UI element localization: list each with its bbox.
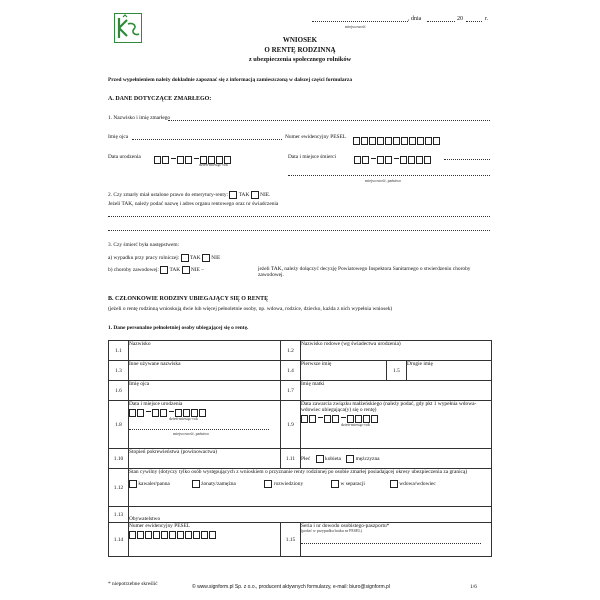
disease-yes-checkbox[interactable] (160, 266, 168, 274)
divorced-checkbox[interactable] (264, 480, 272, 488)
pension-if-yes-text: Jeżeli TAK, należy podać nazwę i adres organu rentowego oraz nr świadczenia (108, 201, 279, 207)
divorced-label: rozwiedziony (273, 481, 304, 488)
widowed-checkbox[interactable] (390, 480, 398, 488)
citizenship-cell[interactable] (129, 507, 492, 523)
row-number: 1.1 (109, 341, 129, 361)
birth-date-place-label: Data i miejsce urodzenia (129, 401, 183, 407)
sex-cell (301, 449, 492, 469)
id-document-note: (podać w przypadku braku nr PESEL) (301, 528, 363, 533)
death-cause-question: 3. Czy śmierć była następstwem: (108, 242, 180, 248)
accident-yes-label: TAK (189, 255, 201, 262)
sex-label: Płeć (301, 455, 311, 462)
row-number: 1.4 (281, 361, 301, 381)
married-checkbox[interactable] (192, 480, 200, 488)
row-number: 1.7 (281, 381, 301, 401)
kinship-label: Stopień pokrewieństwa (powinowactwa) (129, 449, 218, 455)
instruction-text: Przed wypełnieniem należy dokładnie zapoznać się z informacją zamieszczoną w dalszej części formularza (108, 77, 353, 83)
disease-note: jeżeli TAK, należy dołączyć decyzję Powiatowego Inspektora Sanitarnego o stwierdzeniu choroby zawodowej. (258, 266, 471, 278)
disease-no-checkbox[interactable] (182, 266, 190, 274)
date-field[interactable] (427, 21, 455, 22)
other-names-cell[interactable] (129, 361, 281, 381)
accident-yes-checkbox[interactable] (181, 254, 189, 262)
id-document-line[interactable] (301, 543, 481, 544)
disease-label: b) choroby zawodowej: (108, 267, 159, 274)
pension-right-question (108, 191, 270, 199)
place-field[interactable] (312, 21, 408, 22)
pension-yes-checkbox[interactable] (229, 191, 237, 199)
form-title-line1: WNIOSEK (282, 36, 318, 44)
personal-data-heading: 1. Dane personalne pełnoletniej osoby ubiegającej się o rentę. (108, 325, 249, 331)
father-name-cell[interactable] (129, 381, 281, 401)
applicant-pesel-cell (129, 523, 281, 557)
year-suffix: r. (485, 16, 489, 22)
occupational-disease-row (108, 266, 204, 274)
applicant-birth-date-boxes[interactable] (129, 409, 280, 417)
birth-place-line[interactable] (129, 429, 269, 430)
pension-no-checkbox[interactable] (251, 191, 259, 199)
kinship-cell[interactable] (129, 449, 281, 469)
pension-right-label: 2. Czy zmarły miał ustalone prawo do emerytury-renty: (108, 192, 229, 199)
date-label: , dnia (408, 16, 422, 22)
surname-cell[interactable] (129, 341, 281, 361)
mother-name-label: Imię matki (301, 381, 325, 387)
father-name-label: Imię ojca (129, 381, 150, 387)
applicant-birth-date-caption: dzień-miesiąc-rok (169, 416, 198, 421)
applicant-data-table (108, 340, 492, 557)
death-date-label: Data i miejsce śmierci (288, 154, 337, 160)
row-number: 1.3 (109, 361, 129, 381)
marital-status-cell (129, 469, 492, 507)
family-name-cell[interactable] (301, 341, 492, 361)
sex-female-label: kobieta (325, 455, 341, 462)
marriage-date-cell[interactable] (301, 401, 492, 449)
krus-logo (114, 13, 142, 43)
separated-checkbox[interactable] (331, 480, 339, 488)
deceased-name-field[interactable] (168, 120, 490, 121)
place-caption: miejscowość (345, 24, 366, 29)
pesel-label: Numer ewidencyjny PESEL (285, 134, 347, 140)
section-b-title: B. CZŁONKOWIE RODZINY UBIEGAJĄCY SIĘ O RENTĘ (108, 296, 269, 302)
father-name-field[interactable] (132, 139, 282, 140)
pension-authority-field-2[interactable] (108, 230, 490, 231)
pension-yes-label: TAK (238, 192, 250, 199)
marriage-date-caption: dzień-miesiąc-rok (341, 422, 370, 427)
second-name-label: Drugie imię (407, 361, 433, 367)
married-label: żonaty/zamężna (201, 481, 236, 488)
citizenship-label: Obywatelstwo (129, 516, 161, 522)
sex-male-checkbox[interactable] (346, 455, 354, 463)
family-name-label: Nazwisko rodowe (wg świadectwa urodzenia) (301, 341, 401, 347)
sex-male-label: mężczyzna (355, 455, 380, 462)
work-accident-label: a) wypadku przy pracy rolniczej: (108, 255, 180, 262)
marriage-date-label: Data zawarcia związku małżeńskiego (należy podać, gdy pkt 1 wypełnia wdowa-wdowiec ubiegająca(y) się o rentę) (301, 401, 477, 413)
disease-yes-label: TAK (169, 267, 181, 274)
section-a-title: A. DANE DOTYCZĄCE ZMARŁEGO: (108, 96, 212, 102)
widowed-label: wdowa/wdowiec (399, 481, 436, 488)
row-number: 1.10 (109, 449, 129, 469)
marital-status-options (129, 480, 491, 488)
death-place-field-line2[interactable] (288, 175, 490, 176)
row-number: 1.13 (109, 507, 129, 523)
id-document-label: Seria i nr dowodu osobistego-paszportu* (301, 523, 390, 529)
deceased-name-label: 1. Nazwisko i imię zmarłego (108, 115, 171, 121)
pesel-boxes[interactable] (353, 132, 441, 150)
year-prefix: 20 (457, 16, 463, 22)
disease-dash: – (201, 267, 204, 274)
row-number: 1.14 (109, 523, 129, 557)
applicant-pesel-boxes[interactable] (129, 531, 280, 539)
birth-place-caption: miejscowość, państwo (173, 431, 209, 436)
form-title-line2: O RENTĘ RODZINNĄ (264, 46, 336, 54)
page-number: 1/6 (470, 584, 477, 590)
marital-status-label: Stan cywilny (dotyczy tylko osób występujących z wnioskiem o przyznanie renty rodzinnej po osobie zmarłej posiadającej okresy ubezpieczenia za granicą) (129, 469, 468, 475)
row-number: 1.9 (281, 401, 301, 449)
accident-no-checkbox[interactable] (202, 254, 210, 262)
father-name-label: Imię ojca (108, 134, 129, 140)
first-name-cell[interactable] (301, 361, 387, 381)
mother-name-cell[interactable] (301, 381, 492, 401)
row-number: 1.2 (281, 341, 301, 361)
other-names-label: Inne używane nazwiska (129, 361, 181, 367)
first-name-label: Pierwsze imię (301, 361, 332, 367)
disease-no-label: NIE (190, 267, 200, 274)
birth-date-place-cell[interactable] (129, 401, 281, 449)
single-label: kawaler/panna (138, 481, 170, 488)
year-field[interactable] (466, 21, 482, 22)
separated-label: w separacji (340, 481, 365, 488)
single-checkbox[interactable] (129, 480, 137, 488)
sex-female-checkbox[interactable] (316, 455, 324, 463)
row-number: 1.6 (109, 381, 129, 401)
surname-label: Nazwisko (129, 341, 151, 347)
birth-date-caption: dzień-miesiąc-rok (199, 162, 228, 167)
id-document-cell[interactable] (301, 523, 492, 557)
second-name-cell[interactable] (407, 361, 492, 381)
marriage-date-boxes[interactable] (301, 415, 491, 423)
row-number: 1.15 (281, 523, 301, 557)
death-place-field[interactable] (444, 159, 490, 160)
accident-no-label: NIE (211, 255, 221, 262)
form-title-line3: z ubezpieczenia społecznego rolników (248, 56, 352, 63)
work-accident-row (108, 254, 220, 262)
death-place-caption: miejscowość, państwo (365, 178, 401, 183)
footer-credit: © www.signform.pl Sp. z o.o., producent aktywnych formularzy, e-mail: biuro@signform.pl (192, 584, 390, 590)
pension-authority-field-1[interactable] (108, 216, 490, 217)
applicant-pesel-label: Numer ewidencyjny PESEL (129, 523, 191, 529)
row-number: 1.12 (109, 469, 129, 507)
row-number: 1.11 (281, 449, 301, 469)
section-b-subtitle: (jeżeli o rentę rodzinną wnioskują dwie lub więcej pełnoletnie osoby, np. wdowa, rodzice, dziecko, każda z nich wypełnia wniosek) (108, 306, 393, 312)
row-number: 1.5 (387, 361, 407, 381)
row-number: 1.8 (109, 401, 129, 449)
pension-no-label: NIE. (260, 192, 271, 199)
footer-note: * niepotrzebne skreślić (108, 581, 158, 587)
death-date-boxes[interactable] (354, 151, 432, 169)
birth-date-label: Data urodzenia (108, 154, 141, 160)
